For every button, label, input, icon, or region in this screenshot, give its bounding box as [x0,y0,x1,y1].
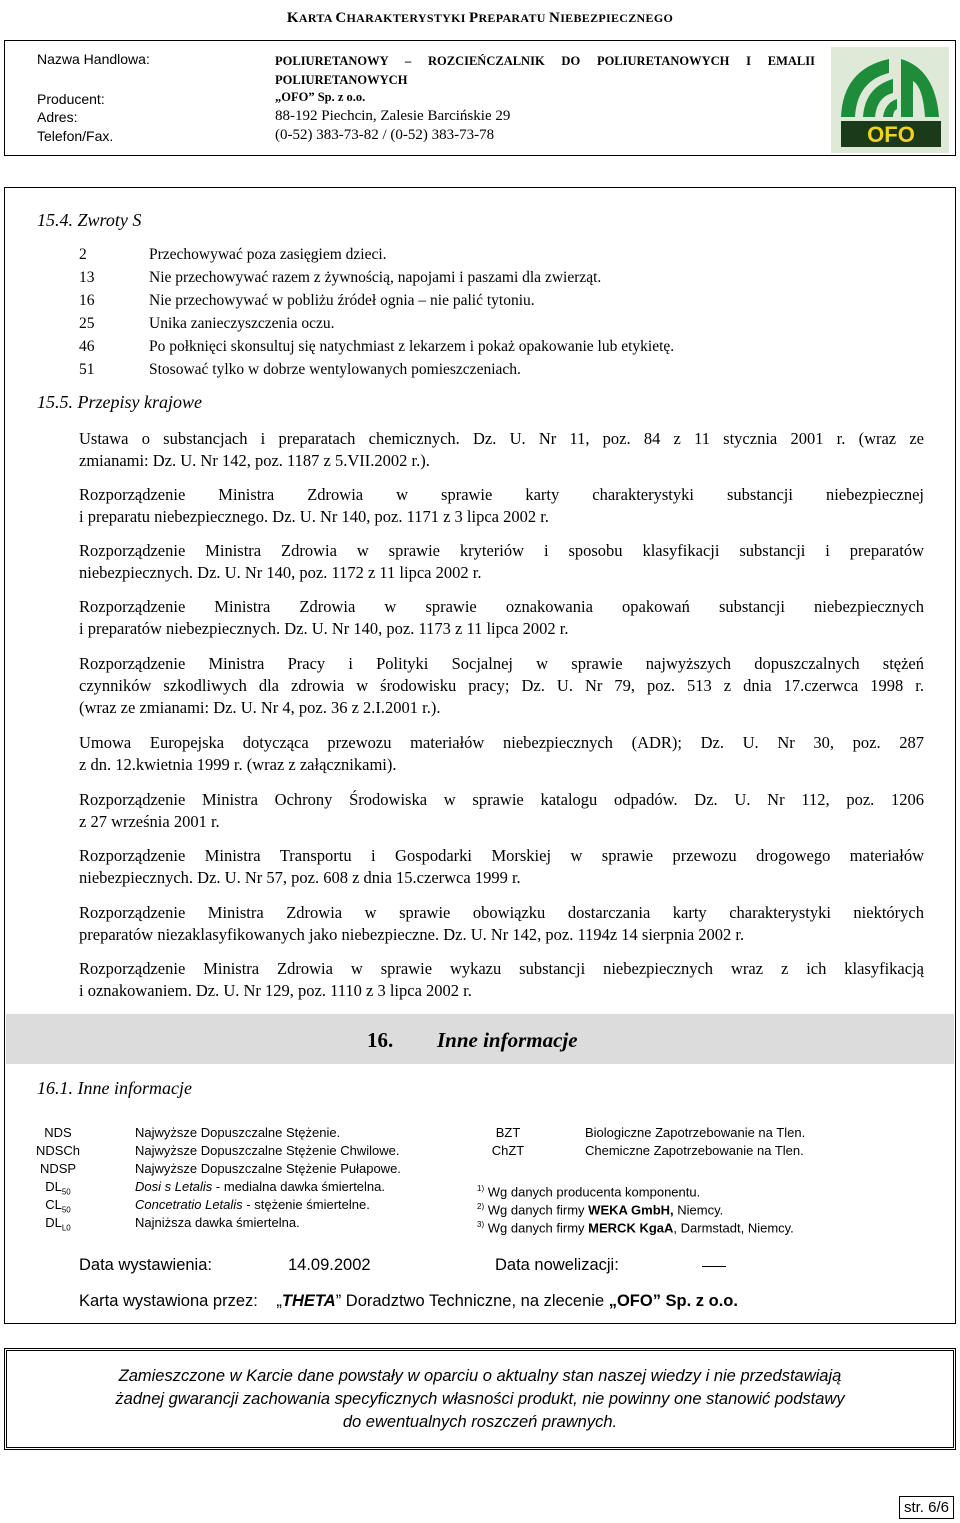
regulation-paragraph: Ustawa o substancjach i preparatach chemicznych. Dz. U. Nr 11, poz. 84 z 11 stycznia 2001 r. (wraz ze zmianami: Dz. U. Nr 142, poz. 1187 z 5.VII.2002 r.). [79,429,924,470]
update-date-dash [702,1266,726,1267]
disclaimer-box [4,1348,956,1450]
s-phrase-row: 16 Nie przechowywać w pobliżu źródeł ognia – nie palić tytoniu. [79,292,535,309]
regulation-paragraph: Rozporządzenie Ministra Zdrowia w sprawie wykazu substancji niebezpiecznych wraz z ich klasyfikacją i oznakowaniem. Dz. U. Nr 129, poz. 1110 z 3 lipca 2002 r. [79,959,924,1000]
regulation-paragraph: Rozporządzenie Ministra Zdrowia w sprawie oznakowania opakowań substancji niebezpiecznych i preparatów niebezpiecznych. Dz. U. Nr 140, poz. 1173 z 11 lipca 2002 r. [79,597,924,638]
footnote: $^{1)}$ Wg danych producenta komponentu. [477,1184,701,1200]
regulation-paragraph: Rozporządzenie Ministra Pracy i Polityki Socjalnej w sprawie najwyższych dopuszczalnych stężeń czynników szkodliwych dla zdrowia w środowisku pracy; Dz. U. Nr 79, poz. 513 z dnia 17.czerwca 1998 r. (wraz ze zmianami: Dz. U. Nr 4, poz. 36 z 2.I.2001 r.). [79,654,924,717]
footnote: $^{3)}$ Wg danych firmy MERCK KgaA, Darmstadt, Niemcy. [477,1220,794,1236]
address-label: Adres: [37,109,78,125]
main-content [4,187,956,1324]
update-date-label: Data nowelizacji: [495,1256,619,1274]
abbreviation-row: NDS Najwyższe Dopuszczalne Stężenie. [44,1125,341,1140]
section-16-title: 16. Inne informacje [367,1028,578,1052]
footnote: $^{2)}$ Wg danych firmy WEKA GmbH, Niemcy. [477,1202,724,1218]
abbreviation-row: $DL_{L0}$ Najniższa dawka śmiertelna. [45,1215,300,1233]
trade-name-line2: POLIURETANOWYCH [275,73,408,87]
producer-label: Producent: [37,91,105,107]
regulation-paragraph: Rozporządzenie Ministra Zdrowia w sprawie karty charakterystyki substancji niebezpiecznej i preparatu niebezpiecznego. Dz. U. Nr 140, poz. 1171 z 3 lipca 2002 r. [79,485,924,526]
section-15-5-heading: 15.5. Przepisy krajowe [37,392,202,412]
abbreviation-row: ChZT Chemiczne Zapotrzebowanie na Tlen. [491,1143,804,1158]
trade-name-line1: POLIURETANOWY – ROZCIEŃCZALNIK DO POLIURETANOWYCH I EMALII [275,54,815,68]
s-phrase-row: 51 Stosować tylko w dobrze wentylowanych pomieszczeniach. [79,361,521,378]
page-number: str. 6/6 [899,1496,954,1519]
regulation-paragraph: Umowa Europejska dotycząca przewozu materiałów niebezpiecznych (ADR); Dz. U. Nr 30, poz. 287 z dn. 12.kwietnia 1999 r. (wraz z załącznikami). [79,733,924,774]
regulation-paragraph: Rozporządzenie Ministra Transportu i Gospodarki Morskiej w sprawie przewozu drogowego materiałów niebezpiecznych. Dz. U. Nr 57, poz. 608 z dnia 15.czerwca 1999 r. [79,846,924,887]
trade-name-value [275,52,815,90]
abbreviation-row: NDSCh Najwyższe Dopuszczalne Stężenie Chwilowe. [35,1143,400,1158]
abbreviation-row: $CL_{50}$ Concetratio Letalis - stężenie śmiertelne. [45,1197,370,1215]
producer-value: „OFO” Sp. z o.o. [275,90,366,104]
s-phrase-row: 46 Po połknięci skonsultuj się natychmiast z lekarzem i pokaż opakowanie lub etykietę. [79,338,675,355]
regulation-paragraph: Rozporządzenie Ministra Ochrony Środowiska w sprawie katalogu odpadów. Dz. U. Nr 112, poz. 1206 z 27 września 2001 r. [79,790,924,831]
abbreviation-row: $DL_{50}$ Dosi s Letalis - medialna dawka śmiertelna. [45,1179,386,1197]
document-title: KARTA CHARAKTERYSTYKI PREPARATU NIEBEZPIECZNEGO [286,10,674,26]
issued-by: Karta wystawiona przez: „THETA” Doradztwo Techniczne, na zlecenie „OFO” Sp. z o.o. [79,1292,738,1310]
product-header [4,40,956,156]
issue-date-value: 14.09.2002 [288,1256,371,1274]
phone-value: (0-52) 383-73-82 / (0-52) 383-73-78 [275,127,495,143]
s-phrase-row: 2 Przechowywać poza zasięgiem dzieci. [79,246,387,263]
issue-date-label: Data wystawienia: [79,1256,212,1274]
s-phrase-row: 13 Nie przechowywać razem z żywnością, napojami i paszami dla zwierząt. [79,269,602,286]
abbreviation-row: BZT Biologiczne Zapotrzebowanie na Tlen. [495,1125,806,1140]
trade-name-label: Nazwa Handlowa: [37,51,150,67]
ofo-logo [831,47,949,153]
svg-text:OFO: OFO [867,122,915,147]
regulation-paragraph: Rozporządzenie Ministra Zdrowia w sprawie obowiązku dostarczania karty charakterystyki niektórych preparatów niezaklasyfikowanych jako niebezpieczne. Dz. U. Nr 142, poz. 1194z 14 sierpnia 2002 r. [79,903,924,944]
regulation-paragraph: Rozporządzenie Ministra Zdrowia w sprawie kryteriów i sposobu klasyfikacji substancji i preparatów niebezpiecznych. Dz. U. Nr 140, poz. 1172 z 11 lipca 2002 r. [79,541,924,582]
phone-label: Telefon/Fax. [37,128,114,144]
section-15-4-heading: 15.4. Zwroty S [37,210,142,230]
address-value: 88-192 Piechcin, Zalesie Barcińskie 29 [275,108,511,124]
abbreviation-row: NDSP Najwyższe Dopuszczalne Stężenie Pułapowe. [39,1161,401,1176]
s-phrase-row: 25 Unika zanieczyszczenia oczu. [79,315,335,332]
section-16-1-heading: 16.1. Inne informacje [37,1078,192,1098]
disclaimer-text: Zamieszczone w Karcie dane powstały w oparciu o aktualny stan naszej wiedzy i nie przedstawiają żadnej gwarancji zachowania specyficznych własności produkt, nie powinny one stanowić podstawy do ewentualnych roszczeń prawnych. [115,1367,845,1431]
